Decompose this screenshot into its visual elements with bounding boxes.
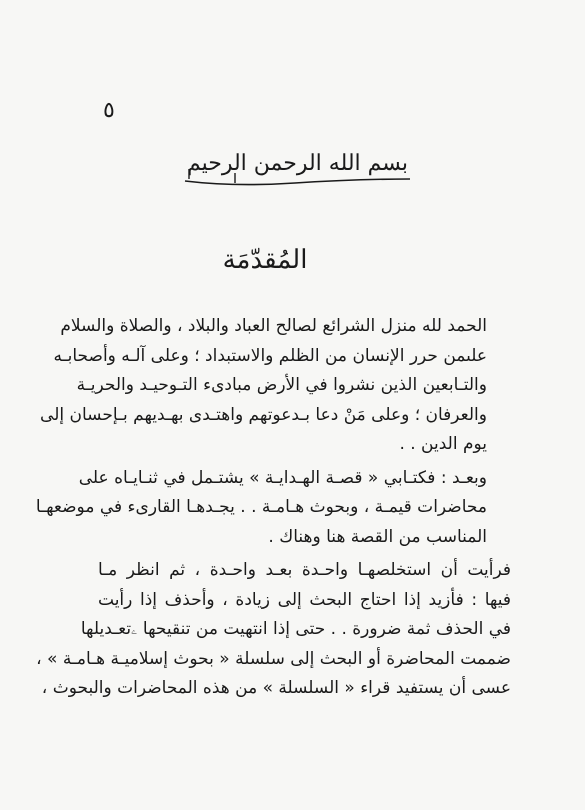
chapter-title: المُقدّمَة [222, 245, 308, 275]
text-line: وبعـد : فكتـابي « قصـة الهـدايـة » يشتـمل في ثنـايـاه على [78, 467, 487, 488]
text-line: الحمد لله منزل الشرائع لصالح العباد والبلاد ، والصلاة والسلام [60, 316, 487, 336]
page-number: ٥ [103, 98, 115, 123]
basmala-text: بسم الله الرحمن الرحيم [186, 151, 409, 176]
text-line: المناسب من القصة هنا وهناك . [268, 526, 487, 547]
paragraph-2 [35, 464, 511, 553]
basmala-calligraphy [175, 143, 420, 203]
text-line: فيها : فأزيد إذا احتاج البحث إلى زيادة ، وأحذف إذا رأيت [98, 589, 511, 610]
paragraph-3 [36, 556, 511, 704]
text-line: ضممت المحاضرة أو البحث إلى سلسلة « بحوث إسلاميـة هـامـة » ، [36, 648, 511, 669]
paragraph-1 [40, 312, 511, 460]
text-line: والعرفان ؛ وعلى مَنْ دعا بـدعوتهم واهتـدى بهـديهم بـإحسان إلى [40, 404, 487, 425]
text-line: فرأيت أن استخلصهـا واحـدة بعـد واحـدة ، ثم انظر مـا [98, 560, 511, 580]
text-line: يوم الدين . . [399, 434, 487, 454]
text-line: والتـابعين الذين نشروا في الأرض مبادىء التـوحيـد والحريـة [76, 375, 487, 395]
body-text [35, 312, 511, 704]
text-line: في الحذف ثمة ضرورة . . حتى إذا انتهيت من تنقيحها ۦتعـديلها [80, 619, 511, 639]
text-line: عسى أن يستفيد قراء « السلسلة » من هذه المحاضرات والبحوث ، [41, 678, 511, 698]
text-line: علىمن حرر الإنسان من الظلم والاستبداد ؛ وعلى آلـه وأصحابـه [53, 345, 487, 366]
text-line: محاضرات قيمـة ، وبحوث هـامـة . . يجـدهـا القارىء في موضعهـا [35, 497, 487, 517]
